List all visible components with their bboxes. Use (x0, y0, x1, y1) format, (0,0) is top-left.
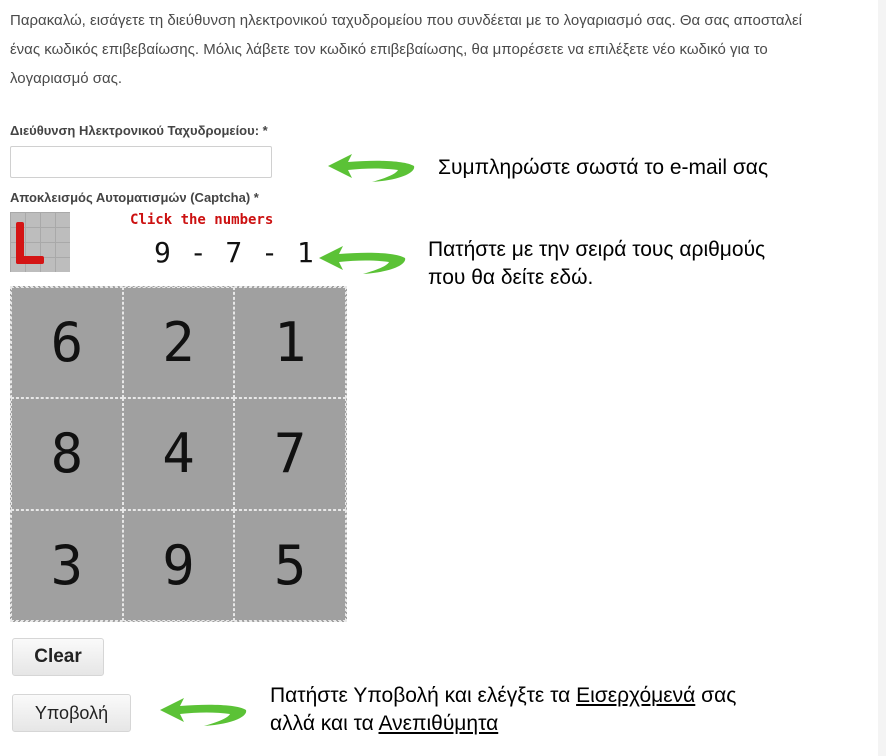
intro-line-2: ένας κωδικός επιβεβαίωσης. Μόλις λάβετε τον κωδικό επιβεβαίωσης, θα μπορέσετε να επιλέξετε νέο κωδικό για το (10, 41, 768, 58)
captcha-cell[interactable]: 9 (123, 510, 235, 621)
captcha-cell[interactable]: 8 (11, 398, 123, 509)
green-arrow-icon (317, 244, 409, 276)
submit-hint-mid: σας (695, 684, 737, 707)
captcha-cell[interactable]: 3 (11, 510, 123, 621)
intro-line-1: Παρακαλώ, εισάγετε τη διεύθυνση ηλεκτρονικού ταχυδρομείου που συνδέεται με το λογαριασμό σας. Θα σας αποσταλεί (10, 12, 803, 29)
intro-line-3: λογαριασμό σας. (10, 70, 123, 87)
email-hint: Συμπληρώστε σωστά το e-mail σας (438, 156, 769, 179)
captcha-cell[interactable]: 6 (11, 287, 123, 398)
page-edge (878, 0, 886, 756)
spam-link: Ανεπιθύμητα (378, 712, 499, 735)
captcha-instruction: Click the numbers (130, 212, 274, 228)
captcha-hint (428, 236, 765, 292)
submit-hint-pre: Πατήστε Υποβολή και ελέγξτε τα (270, 684, 577, 707)
inbox-link: Εισερχόμενά (576, 684, 696, 707)
submit-hint-line-1 (270, 682, 736, 710)
submit-button[interactable]: Υποβολή (12, 694, 131, 732)
captcha-hint-line-1: Πατήστε με την σειρά τους αριθμούς (428, 238, 766, 261)
intro-text (10, 6, 870, 93)
submit-hint-line-2 (270, 710, 736, 738)
captcha-cell[interactable]: 4 (123, 398, 235, 509)
captcha-sequence: 9 - 7 - 1 (154, 236, 315, 269)
green-arrow-icon (158, 696, 250, 728)
captcha-cell[interactable]: 5 (234, 510, 346, 621)
clear-button[interactable]: Clear (12, 638, 104, 676)
email-field[interactable] (10, 146, 272, 178)
captcha-logo-icon (10, 212, 70, 272)
captcha-cell[interactable]: 1 (234, 287, 346, 398)
submit-hint-line2-pre: αλλά και τα (270, 712, 379, 735)
captcha-label: Αποκλεισμός Αυτοματισμών (Captcha) * (10, 190, 259, 205)
email-label: Διεύθυνση Ηλεκτρονικού Ταχυδρομείου: * (10, 123, 268, 138)
captcha-hint-line-2: που θα δείτε εδώ. (428, 266, 594, 289)
captcha-cell[interactable]: 2 (123, 287, 235, 398)
captcha-cell[interactable]: 7 (234, 398, 346, 509)
submit-hint (270, 682, 736, 738)
green-arrow-icon (326, 152, 418, 184)
captcha-grid (10, 286, 347, 622)
